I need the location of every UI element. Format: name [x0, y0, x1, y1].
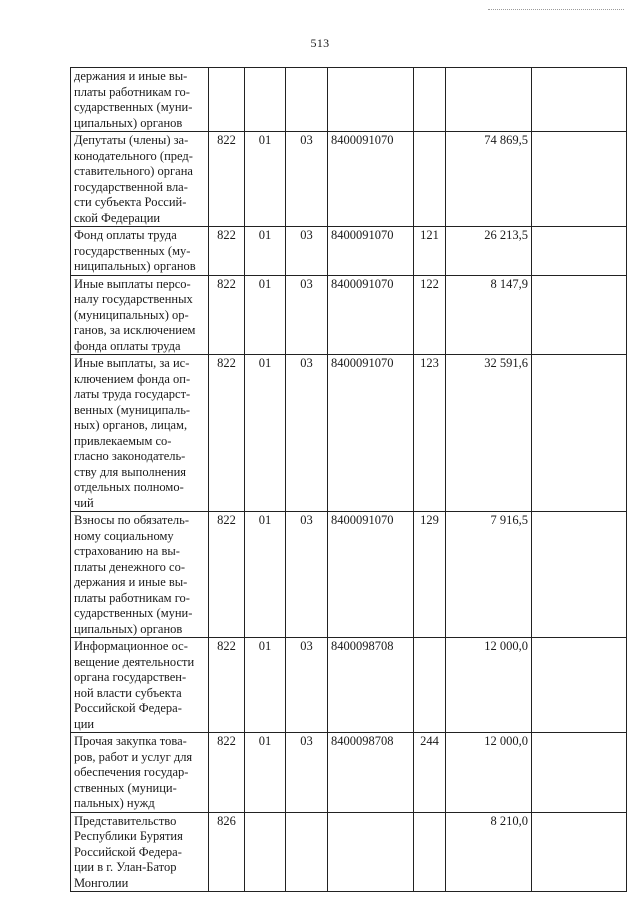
cell-name — [71, 512, 209, 638]
cell-sum: 12 000,0 — [446, 733, 532, 813]
cell-rz: 01 — [245, 638, 286, 733]
table-row — [71, 275, 627, 355]
cell-rz — [245, 812, 286, 892]
cell-rz: 01 — [245, 512, 286, 638]
cell-rz: 01 — [245, 275, 286, 355]
cell-vr: 244 — [414, 733, 446, 813]
cell-ved: 822 — [209, 227, 245, 276]
line-8: Представительство Республики Бурятия Российской Федера- ции в г. Улан-Батор Монголии — [74, 813, 183, 890]
table-row — [71, 733, 627, 813]
line-6: Информационное ос- вещение деятельности органа государствен- ной власти субъекта Российской Федера- ции — [74, 639, 195, 731]
cell-name — [71, 812, 209, 892]
cell-sum: 32 591,6 — [446, 355, 532, 512]
line-4: Иные выплаты, за ис- ключением фонда оп- латы труда государст- венных (муниципаль- ных) органов, лицам, привлекаемым со- гласно законодатель- ству для выполнения отдельных полномо- чий — [74, 356, 191, 510]
cell-vr — [414, 812, 446, 892]
cell-csr: 8400091070 — [328, 132, 414, 227]
cell-vr: 129 — [414, 512, 446, 638]
cell-vr — [414, 638, 446, 733]
cell-name — [71, 68, 209, 132]
cell-sum: 7 916,5 — [446, 512, 532, 638]
table-row — [71, 512, 627, 638]
cell-vr: 121 — [414, 227, 446, 276]
cell-pr — [286, 68, 328, 132]
cell-extra — [532, 132, 627, 227]
cell-ved: 822 — [209, 638, 245, 733]
cell-pr: 03 — [286, 733, 328, 813]
cell-pr: 03 — [286, 355, 328, 512]
cell-name — [71, 132, 209, 227]
cell-rz: 01 — [245, 733, 286, 813]
cell-sum: 12 000,0 — [446, 638, 532, 733]
line-7: Прочая закупка това- ров, работ и услуг для обеспечения государ- ственных (муници- пальных) нужд — [74, 734, 193, 810]
cell-csr — [328, 68, 414, 132]
budget-table — [70, 67, 627, 892]
cell-csr: 8400098708 — [328, 638, 414, 733]
cell-extra — [532, 355, 627, 512]
cell-extra — [532, 512, 627, 638]
cell-name — [71, 355, 209, 512]
line-3: Иные выплаты персо- налу государственных (муниципальных) ор- ганов, за исключением фонда оплаты труда — [74, 276, 196, 353]
cell-pr: 03 — [286, 638, 328, 733]
table-row — [71, 68, 627, 132]
cell-ved: 826 — [209, 812, 245, 892]
cell-pr: 03 — [286, 275, 328, 355]
cell-pr: 03 — [286, 512, 328, 638]
table-row — [71, 638, 627, 733]
cell-pr: 03 — [286, 132, 328, 227]
cell-ved: 822 — [209, 275, 245, 355]
cell-rz — [245, 68, 286, 132]
cell-csr: 8400091070 — [328, 512, 414, 638]
cell-sum: 8 147,9 — [446, 275, 532, 355]
cell-name — [71, 227, 209, 276]
page-number: 513 — [310, 36, 330, 50]
cell-extra — [532, 733, 627, 813]
cell-vr: 123 — [414, 355, 446, 512]
cell-csr: 8400098708 — [328, 733, 414, 813]
table-row — [71, 132, 627, 227]
cell-extra — [532, 812, 627, 892]
cell-rz: 01 — [245, 355, 286, 512]
cell-extra — [532, 68, 627, 132]
cell-extra — [532, 275, 627, 355]
cell-rz: 01 — [245, 132, 286, 227]
table-row — [71, 227, 627, 276]
cell-csr: 8400091070 — [328, 227, 414, 276]
cell-pr: 03 — [286, 227, 328, 276]
line-0-0: держания и иные вы- платы работникам го- сударственных (муни- ципальных) органов — [74, 69, 193, 130]
cell-name — [71, 275, 209, 355]
cell-sum — [446, 68, 532, 132]
cell-vr: 122 — [414, 275, 446, 355]
line-1: Депутаты (члены) за- конодательного (пред- ставительного) органа государственной вла- сти субъекта Россий- ской Федерации — [74, 133, 193, 225]
cell-vr — [414, 132, 446, 227]
cell-name — [71, 638, 209, 733]
cell-csr — [328, 812, 414, 892]
table-row — [71, 355, 627, 512]
cell-ved: 822 — [209, 355, 245, 512]
cell-ved — [209, 68, 245, 132]
cell-extra — [532, 638, 627, 733]
cell-extra — [532, 227, 627, 276]
cell-sum: 74 869,5 — [446, 132, 532, 227]
cell-csr: 8400091070 — [328, 275, 414, 355]
cell-sum: 26 213,5 — [446, 227, 532, 276]
cell-ved: 822 — [209, 733, 245, 813]
line-2: Фонд оплаты труда государственных (му- ниципальных) органов — [74, 228, 196, 273]
cell-ved: 822 — [209, 512, 245, 638]
scan-edge-mark — [488, 9, 624, 10]
cell-sum: 8 210,0 — [446, 812, 532, 892]
cell-name — [71, 733, 209, 813]
cell-vr — [414, 68, 446, 132]
line-5: Взносы по обязатель- ному социальному страхованию на вы- платы денежного со- держания и иные вы- платы работникам го- сударственных (муни- ципальных) органов — [74, 513, 193, 636]
cell-csr: 8400091070 — [328, 355, 414, 512]
cell-ved: 822 — [209, 132, 245, 227]
cell-rz: 01 — [245, 227, 286, 276]
table-row — [71, 812, 627, 892]
cell-pr — [286, 812, 328, 892]
